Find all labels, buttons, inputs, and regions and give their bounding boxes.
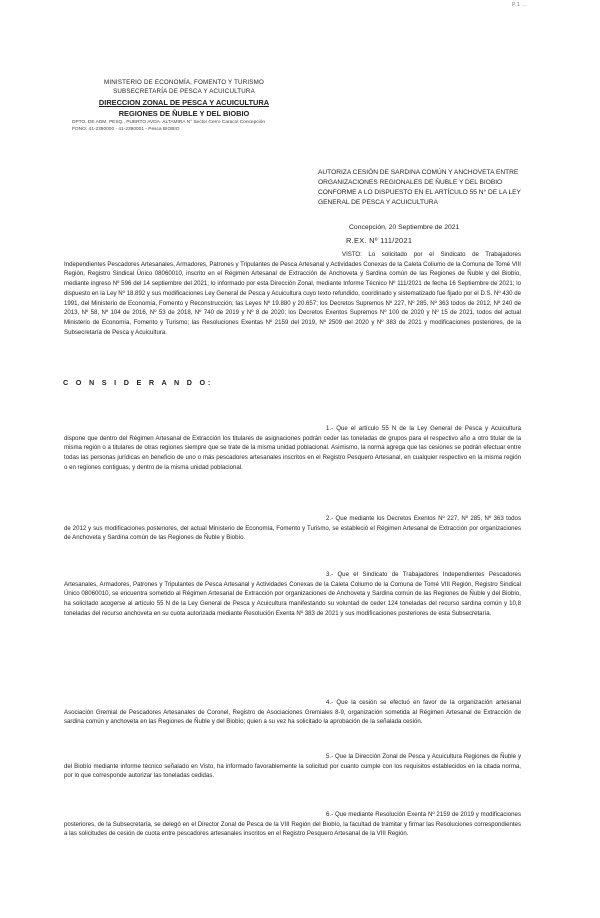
- address-line-1: DPTO. DE ADM. PESQ., PUERTO AVDA. ALTAMIRA N° Sector Cerro Caracol Concepción: [72, 120, 266, 125]
- considerando-6: 6.- Que mediante Resolución Exenta Nº 2159 de 2019 y modificaciones posteriores, de la Subsecretaría, se delegó en el Director Zonal de Pesca de la VIII Región del Biobío, la facultad de tramitar y firmar las Resoluciones correspondientes a las solicitudes de cesión de cuota entre pescadores artesanales inscritos en el Registro Pesquero Artesanal de la VIII Región.: [64, 811, 521, 838]
- page-corner-mark: P.1 …: [512, 2, 528, 8]
- regiones-line: REGIONES DE ÑUBLE Y DEL BIOBIO: [118, 109, 250, 118]
- date-line: Concepción, 20 Septiembre de 2021: [349, 224, 460, 231]
- resolution-subject: AUTORIZA CESIÓN DE SARDINA COMÚN Y ANCHOVETA ENTRE ORGANIZACIONES REGIONALES DE ÑUBLE Y DEL BIOBIO CONFORME A LO DISPUESTO EN EL ARTÍCULO 55 N° DE LA LEY GENERAL DE PESCA Y ACUICULTURA: [318, 169, 521, 206]
- considerando-5: 5.- Que la Dirección Zonal de Pesca y Acuicultura Regiones de Ñuble y del Biobío mediante informe técnico señalado en Visto, ha informado favorablemente la solicitud por cuanto cumple con los requisitos establecidos en la citada norma, por lo que corresponde autorizar las toneladas cedidas.: [64, 753, 521, 780]
- address-line-2: FONO: 41-2390000 - 41-2390001 - Pesca BIOBIO: [72, 127, 180, 132]
- ministry-line: MINISTERIO DE ECONOMÍA, FOMENTO Y TURISMO: [103, 79, 265, 86]
- direccion-zonal-line: DIRECCION ZONAL DE PESCA Y ACUICULTURA: [98, 98, 270, 107]
- considerando-4: 4.- Que la cesión se efectuó en favor de la organización artesanal Asociación Gremial de Pescadores Artesanales de Coronel, Registro de Asociaciones Gremiales 8-9, organización sometida al Régimen Artesanal de Extracción de sardina común y anchoveta en las Regiones de Ñuble y del Biobío; quien a su vez ha solicitado la aprobación de la señalada cesión.: [64, 699, 521, 726]
- considerando-2: 2.- Que mediante los Decretos Exentos Nº 227, Nº 285, Nº 363 todos de 2012 y sus modificaciones posteriores, del actual Ministerio de Economía, Fomento y Turismo, se estableció el Régimen Artesanal de Extracción por organizaciones de Anchoveta y Sardina común de las Regiones de Ñuble y Biobío.: [64, 515, 521, 542]
- considerando-3: 3.- Que el Sindicato de Trabajadores Independientes Pescadores Artesanales, Armadores, Patrones y Tripulantes de Pesca Artesanal y Actividades Conexas de la Caleta Coliumo de la Comuna de Tomé VIII Región, Registro Sindical Único 08060010, se encuentra sometido al Régimen Artesanal de Extracción por organizaciones de Anchoveta y Sardina común de las Regiones de Ñuble y del Biobío, ha solicitado acogerse al artículo 55 N de la Ley General de Pesca y Acuicultura manifestando su voluntad de ceder 124 toneladas del recurso sardina común y 10,8 toneladas del recurso anchoveta en su cuota autorizada mediante Resolución Exenta Nº 383 de 2021 y sus modificaciones posteriores de esta Subsecretaría.: [64, 571, 521, 617]
- subsecretaria-line: SUBSECRETARÍA DE PESCA Y ACUICULTURA: [113, 88, 255, 95]
- resolution-number: R.EX. Nº 111/2021: [346, 236, 413, 245]
- letterhead: [64, 78, 304, 133]
- considerando-heading: C O N S I D E R A N D O:: [63, 378, 214, 387]
- considerando-1: 1.- Que el artículo 55 N de la Ley General de Pesca y Acuicultura dispone que dentro del Régimen Artesanal de Extracción los titulares de asignaciones podrán ceder las toneladas de grupos para el respectivo año a otro titular de la misma región o a titulares de otras regiones siempre que se trate de la misma unidad poblacional. Asimismo, la norma agrega que las cesiones se podrán efectuar entre todas las personas jurídicas en beneficio de uno o más pescadores artesanales inscritos en el Registro Pesquero Artesanal, en cualquier respectivo en la misma región o en regiones contiguas, y dentro de la misma unidad poblacional.: [64, 425, 521, 471]
- visto-paragraph: VISTO: Lo solicitado por el Sindicato de Trabajadores Independientes Pescadores Artesanales, Armadores, Patrones y Tripulantes de Pesca Artesanal y Actividades Conexas de la Caleta Coliumo de la Comuna de Tomé VIII Región, Registro Sindical Único 08060010, inscrito en el Régimen Artesanal de Extracción de Anchoveta y Sardina común de las Regiones de Ñuble y del Biobío, mediante ingreso Nº 596 del 14 septiembre del 2021; lo informado por esta Dirección Zonal, mediante Informe Técnico Nº 111/2021 de fecha 16 Septiembre de 2021; lo dispuesto en la Ley Nº 18.892 y sus modificaciones Ley General de Pesca y Acuicultura cuyo texto refundido, coordinado y sistematizado fue fijado por el D.S. Nº 430 de 1991, del Ministerio de Economía, Fomento y Reconstrucción; las Leyes Nº 19.880 y 20.657; los Decretos Supremos Nº 227, Nº 285, Nº 363 todos de 2012, Nº 240 de 2013, Nº 58, Nº 104 de 2016, Nº 53 de 2018, Nº 740 de 2019 y Nº 8 de 2020; los Decretos Exentos Supremos Nº 100 de 2020 y Nº 15 de 2021, todos del actual Ministerio de Economía, Fomento y Turismo; las Resoluciones Exentas Nº 2159 del 2019, Nº 2509 del 2020 y Nº 383 de 2021 y modificaciones posteriores, de la Subsecretaría de Pesca y Acuicultura.: [64, 251, 521, 336]
